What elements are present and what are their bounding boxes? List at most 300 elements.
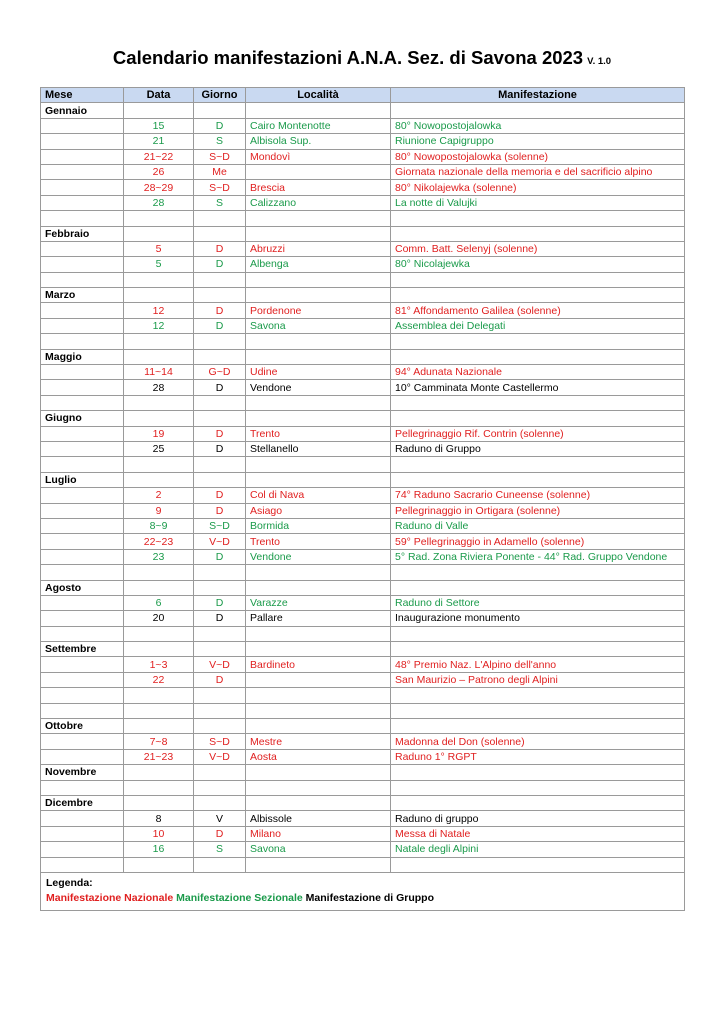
month-row	[41, 642, 685, 657]
cell-localita: Aosta	[246, 749, 391, 764]
cell-manifestazione	[391, 688, 685, 703]
cell-localita	[246, 565, 391, 580]
cell-mese	[41, 395, 124, 410]
cell-localita	[246, 765, 391, 780]
header-data: Data	[124, 88, 194, 103]
cell-manifestazione	[391, 580, 685, 595]
cell-data	[124, 580, 194, 595]
cell-localita	[246, 226, 391, 241]
cell-mese	[41, 626, 124, 641]
cell-mese	[41, 118, 124, 133]
legend-gruppo: Manifestazione di Gruppo	[305, 891, 435, 904]
cell-manifestazione: 74° Raduno Sacrario Cuneense (solenne)	[391, 488, 685, 503]
cell-mese	[41, 365, 124, 380]
event-row	[41, 118, 685, 133]
cell-giorno	[194, 719, 246, 734]
event-row	[41, 749, 685, 764]
cell-manifestazione	[391, 226, 685, 241]
cell-giorno	[194, 226, 246, 241]
event-row	[41, 441, 685, 456]
cell-localita: Udine	[246, 365, 391, 380]
cell-data: 22~23	[124, 534, 194, 549]
cell-mese	[41, 426, 124, 441]
cell-mese	[41, 488, 124, 503]
cell-manifestazione: Raduno di Settore	[391, 595, 685, 610]
cell-data	[124, 626, 194, 641]
cell-data: 1~3	[124, 657, 194, 672]
cell-manifestazione: La notte di Valujki	[391, 195, 685, 210]
event-row	[41, 318, 685, 333]
cell-data: 28~29	[124, 180, 194, 195]
cell-manifestazione	[391, 211, 685, 226]
cell-giorno	[194, 580, 246, 595]
cell-mese: Luglio	[41, 472, 124, 487]
empty-row	[41, 211, 685, 226]
month-row	[41, 226, 685, 241]
cell-mese	[41, 241, 124, 256]
cell-data: 28	[124, 380, 194, 395]
cell-data: 21~22	[124, 149, 194, 164]
cell-manifestazione: San Maurizio – Patrono degli Alpini	[391, 672, 685, 687]
cell-giorno: S	[194, 195, 246, 210]
cell-giorno: V	[194, 811, 246, 826]
cell-mese	[41, 595, 124, 610]
cell-manifestazione	[391, 795, 685, 810]
cell-mese	[41, 565, 124, 580]
cell-manifestazione: Messa di Natale	[391, 826, 685, 841]
cell-mese	[41, 811, 124, 826]
cell-mese	[41, 549, 124, 564]
cell-data: 6	[124, 595, 194, 610]
empty-row	[41, 272, 685, 287]
cell-mese	[41, 318, 124, 333]
cell-giorno: D	[194, 549, 246, 564]
cell-mese	[41, 380, 124, 395]
cell-mese	[41, 749, 124, 764]
cell-manifestazione: Pellegrinaggio in Ortigara (solenne)	[391, 503, 685, 518]
cell-mese	[41, 257, 124, 272]
event-row	[41, 518, 685, 533]
header-giorno: Giorno	[194, 88, 246, 103]
event-row	[41, 595, 685, 610]
cell-localita	[246, 703, 391, 718]
cell-localita	[246, 719, 391, 734]
cell-data	[124, 272, 194, 287]
cell-manifestazione	[391, 626, 685, 641]
cell-manifestazione: 80° Nicolajewka	[391, 257, 685, 272]
legend-cell	[41, 872, 685, 910]
empty-row	[41, 457, 685, 472]
cell-giorno: S~D	[194, 518, 246, 533]
cell-manifestazione	[391, 780, 685, 795]
cell-giorno: V~D	[194, 657, 246, 672]
event-row	[41, 134, 685, 149]
cell-localita: Albisola Sup.	[246, 134, 391, 149]
cell-mese	[41, 826, 124, 841]
cell-data: 5	[124, 257, 194, 272]
month-row	[41, 349, 685, 364]
cell-data	[124, 472, 194, 487]
calendar-body	[41, 103, 685, 873]
cell-manifestazione	[391, 765, 685, 780]
cell-mese	[41, 703, 124, 718]
cell-localita: Bardineto	[246, 657, 391, 672]
cell-localita: Calizzano	[246, 195, 391, 210]
cell-localita: Albenga	[246, 257, 391, 272]
cell-manifestazione	[391, 565, 685, 580]
cell-data	[124, 103, 194, 118]
month-row	[41, 580, 685, 595]
cell-data: 10	[124, 826, 194, 841]
cell-manifestazione: 5° Rad. Zona Riviera Ponente - 44° Rad. Gruppo Vendone	[391, 549, 685, 564]
cell-data: 11~14	[124, 365, 194, 380]
cell-mese	[41, 780, 124, 795]
cell-giorno	[194, 334, 246, 349]
cell-data: 26	[124, 164, 194, 179]
cell-giorno: D	[194, 426, 246, 441]
cell-giorno	[194, 457, 246, 472]
event-row	[41, 303, 685, 318]
cell-manifestazione: Raduno di gruppo	[391, 811, 685, 826]
cell-mese: Febbraio	[41, 226, 124, 241]
cell-mese	[41, 534, 124, 549]
cell-data: 15	[124, 118, 194, 133]
header-row	[41, 88, 685, 103]
cell-manifestazione: Natale degli Alpini	[391, 842, 685, 857]
cell-localita	[246, 472, 391, 487]
cell-giorno: D	[194, 241, 246, 256]
cell-mese	[41, 734, 124, 749]
cell-data: 19	[124, 426, 194, 441]
calendar-table	[40, 87, 685, 911]
cell-localita	[246, 688, 391, 703]
cell-localita	[246, 580, 391, 595]
cell-giorno: D	[194, 303, 246, 318]
cell-giorno: D	[194, 826, 246, 841]
empty-row	[41, 565, 685, 580]
cell-giorno	[194, 795, 246, 810]
cell-giorno: D	[194, 257, 246, 272]
cell-localita: Trento	[246, 426, 391, 441]
cell-data: 16	[124, 842, 194, 857]
cell-manifestazione	[391, 472, 685, 487]
cell-data: 2	[124, 488, 194, 503]
cell-localita: Col di Nava	[246, 488, 391, 503]
page-title	[0, 47, 724, 69]
cell-giorno	[194, 642, 246, 657]
cell-manifestazione: 94° Adunata Nazionale	[391, 365, 685, 380]
cell-giorno	[194, 688, 246, 703]
cell-giorno: V~D	[194, 749, 246, 764]
cell-localita: Milano	[246, 826, 391, 841]
cell-giorno	[194, 211, 246, 226]
cell-mese	[41, 457, 124, 472]
cell-giorno: Me	[194, 164, 246, 179]
cell-data	[124, 334, 194, 349]
empty-row	[41, 334, 685, 349]
empty-row	[41, 703, 685, 718]
cell-giorno	[194, 565, 246, 580]
cell-giorno: D	[194, 611, 246, 626]
cell-mese	[41, 672, 124, 687]
header-mese: Mese	[41, 88, 124, 103]
legend-nazionale: Manifestazione Nazionale	[46, 891, 174, 904]
cell-mese	[41, 688, 124, 703]
cell-data	[124, 226, 194, 241]
cell-giorno: S~D	[194, 180, 246, 195]
cell-giorno: D	[194, 595, 246, 610]
legend-sezionale: Manifestazione Sezionale	[176, 891, 303, 904]
cell-mese	[41, 211, 124, 226]
month-row	[41, 765, 685, 780]
cell-data: 21	[124, 134, 194, 149]
event-row	[41, 672, 685, 687]
cell-giorno: S~D	[194, 734, 246, 749]
cell-manifestazione	[391, 334, 685, 349]
cell-localita	[246, 349, 391, 364]
cell-data: 12	[124, 303, 194, 318]
cell-data: 5	[124, 241, 194, 256]
cell-manifestazione: 48° Premio Naz. L'Alpino dell'anno	[391, 657, 685, 672]
cell-giorno: G~D	[194, 365, 246, 380]
cell-data	[124, 703, 194, 718]
cell-manifestazione: Raduno 1° RGPT	[391, 749, 685, 764]
cell-mese	[41, 441, 124, 456]
cell-localita: Vendone	[246, 549, 391, 564]
event-row	[41, 826, 685, 841]
legend-row	[41, 872, 685, 910]
cell-manifestazione: 59° Pellegrinaggio in Adamello (solenne)	[391, 534, 685, 549]
cell-mese	[41, 503, 124, 518]
cell-mese	[41, 334, 124, 349]
event-row	[41, 241, 685, 256]
event-row	[41, 195, 685, 210]
cell-localita: Mondovì	[246, 149, 391, 164]
cell-giorno: D	[194, 380, 246, 395]
cell-giorno: D	[194, 118, 246, 133]
cell-mese	[41, 842, 124, 857]
cell-manifestazione: Comm. Batt. Selenyj (solenne)	[391, 241, 685, 256]
cell-manifestazione: 80° Nikolajewka (solenne)	[391, 180, 685, 195]
cell-manifestazione: Riunione Capigruppo	[391, 134, 685, 149]
event-row	[41, 503, 685, 518]
cell-data	[124, 688, 194, 703]
cell-mese: Agosto	[41, 580, 124, 595]
cell-data	[124, 457, 194, 472]
cell-data	[124, 565, 194, 580]
event-row	[41, 734, 685, 749]
cell-giorno: D	[194, 318, 246, 333]
cell-mese	[41, 134, 124, 149]
cell-manifestazione: 80° Nowopostojalowka (solenne)	[391, 149, 685, 164]
cell-data: 25	[124, 441, 194, 456]
cell-manifestazione	[391, 288, 685, 303]
cell-mese	[41, 518, 124, 533]
cell-giorno: S~D	[194, 149, 246, 164]
cell-giorno	[194, 626, 246, 641]
cell-mese: Giugno	[41, 411, 124, 426]
cell-manifestazione: Inaugurazione monumento	[391, 611, 685, 626]
cell-mese	[41, 149, 124, 164]
cell-giorno: V~D	[194, 534, 246, 549]
month-row	[41, 472, 685, 487]
legend-items	[46, 891, 679, 906]
cell-manifestazione	[391, 103, 685, 118]
cell-giorno	[194, 765, 246, 780]
cell-data	[124, 780, 194, 795]
month-row	[41, 719, 685, 734]
cell-data: 7~8	[124, 734, 194, 749]
cell-localita: Savona	[246, 318, 391, 333]
cell-giorno	[194, 272, 246, 287]
cell-data: 22	[124, 672, 194, 687]
cell-localita: Stellanello	[246, 441, 391, 456]
cell-manifestazione	[391, 272, 685, 287]
event-row	[41, 426, 685, 441]
cell-data: 20	[124, 611, 194, 626]
cell-manifestazione	[391, 395, 685, 410]
cell-manifestazione	[391, 642, 685, 657]
event-row	[41, 842, 685, 857]
cell-manifestazione	[391, 411, 685, 426]
empty-row	[41, 395, 685, 410]
cell-mese	[41, 195, 124, 210]
cell-localita	[246, 164, 391, 179]
cell-giorno: D	[194, 441, 246, 456]
cell-giorno	[194, 103, 246, 118]
cell-giorno: S	[194, 134, 246, 149]
cell-localita	[246, 857, 391, 872]
cell-giorno	[194, 857, 246, 872]
cell-localita	[246, 626, 391, 641]
cell-mese	[41, 164, 124, 179]
cell-mese	[41, 857, 124, 872]
header-manifestazione: Manifestazione	[391, 88, 685, 103]
event-row	[41, 365, 685, 380]
event-row	[41, 257, 685, 272]
cell-manifestazione: 10° Camminata Monte Castellermo	[391, 380, 685, 395]
cell-localita	[246, 780, 391, 795]
cell-manifestazione: Assemblea dei Delegati	[391, 318, 685, 333]
empty-row	[41, 857, 685, 872]
cell-mese	[41, 611, 124, 626]
cell-manifestazione	[391, 457, 685, 472]
cell-giorno	[194, 395, 246, 410]
month-row	[41, 795, 685, 810]
cell-data	[124, 211, 194, 226]
cell-localita	[246, 288, 391, 303]
cell-localita	[246, 103, 391, 118]
cell-giorno	[194, 411, 246, 426]
cell-manifestazione: 81° Affondamento Galilea (solenne)	[391, 303, 685, 318]
cell-localita	[246, 334, 391, 349]
month-row	[41, 288, 685, 303]
cell-manifestazione: Raduno di Gruppo	[391, 441, 685, 456]
cell-giorno: S	[194, 842, 246, 857]
cell-data	[124, 288, 194, 303]
event-row	[41, 488, 685, 503]
cell-manifestazione	[391, 703, 685, 718]
cell-data: 8	[124, 811, 194, 826]
event-row	[41, 611, 685, 626]
cell-data	[124, 719, 194, 734]
cell-data: 23	[124, 549, 194, 564]
event-row	[41, 380, 685, 395]
cell-mese: Settembre	[41, 642, 124, 657]
cell-manifestazione: Giornata nazionale della memoria e del sacrificio alpino	[391, 164, 685, 179]
event-row	[41, 180, 685, 195]
cell-localita	[246, 457, 391, 472]
event-row	[41, 149, 685, 164]
cell-data: 9	[124, 503, 194, 518]
cell-localita: Asiago	[246, 503, 391, 518]
event-row	[41, 164, 685, 179]
cell-data: 28	[124, 195, 194, 210]
cell-data	[124, 411, 194, 426]
cell-data: 12	[124, 318, 194, 333]
cell-mese	[41, 272, 124, 287]
cell-giorno: D	[194, 488, 246, 503]
empty-row	[41, 626, 685, 641]
title-text: Calendario manifestazioni A.N.A. Sez. di Savona 2023	[112, 47, 584, 68]
cell-data	[124, 642, 194, 657]
cell-localita: Mestre	[246, 734, 391, 749]
cell-mese: Gennaio	[41, 103, 124, 118]
event-row	[41, 811, 685, 826]
cell-data	[124, 349, 194, 364]
cell-mese: Dicembre	[41, 795, 124, 810]
cell-localita: Varazze	[246, 595, 391, 610]
cell-localita	[246, 642, 391, 657]
cell-mese: Maggio	[41, 349, 124, 364]
cell-manifestazione: Pellegrinaggio Rif. Contrin (solenne)	[391, 426, 685, 441]
month-row	[41, 103, 685, 118]
cell-localita: Vendone	[246, 380, 391, 395]
cell-manifestazione: Raduno di Valle	[391, 518, 685, 533]
cell-giorno	[194, 780, 246, 795]
cell-manifestazione	[391, 719, 685, 734]
cell-data	[124, 857, 194, 872]
cell-localita: Savona	[246, 842, 391, 857]
cell-manifestazione: Madonna del Don (solenne)	[391, 734, 685, 749]
cell-localita	[246, 672, 391, 687]
cell-localita	[246, 211, 391, 226]
header-localita: Località	[246, 88, 391, 103]
cell-data: 8~9	[124, 518, 194, 533]
cell-data	[124, 395, 194, 410]
cell-localita: Trento	[246, 534, 391, 549]
cell-localita: Pordenone	[246, 303, 391, 318]
cell-giorno	[194, 703, 246, 718]
cell-giorno: D	[194, 503, 246, 518]
cell-mese	[41, 180, 124, 195]
event-row	[41, 549, 685, 564]
cell-localita	[246, 395, 391, 410]
empty-row	[41, 688, 685, 703]
cell-mese: Ottobre	[41, 719, 124, 734]
cell-data: 21~23	[124, 749, 194, 764]
version-label: V. 1.0	[587, 56, 612, 67]
cell-localita	[246, 795, 391, 810]
cell-localita: Abruzzi	[246, 241, 391, 256]
cell-localita: Bormida	[246, 518, 391, 533]
cell-giorno: D	[194, 672, 246, 687]
cell-giorno	[194, 349, 246, 364]
cell-mese: Novembre	[41, 765, 124, 780]
month-row	[41, 411, 685, 426]
cell-manifestazione: 80° Nowopostojalowka	[391, 118, 685, 133]
cell-mese	[41, 657, 124, 672]
